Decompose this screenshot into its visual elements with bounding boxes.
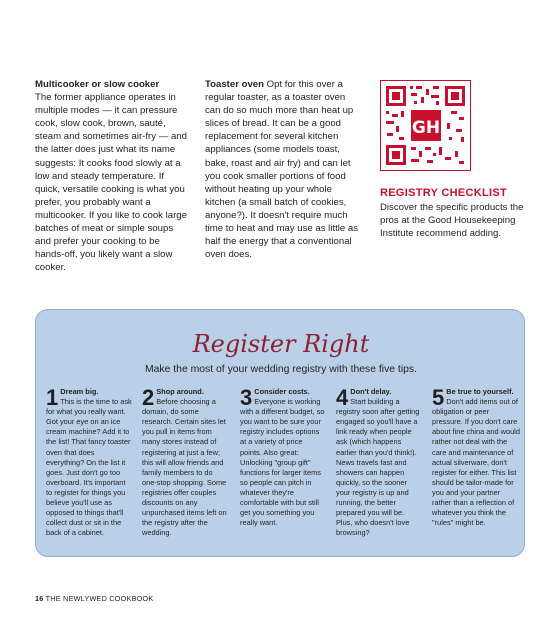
tip-2 [142,387,228,538]
tip-number: 2 [142,385,155,410]
page-footer [35,594,153,603]
tip-text: Start building a registry soon after getting engaged so you'll have a link ready when people ask (which happens earlier than you'd think!). News travels fast and showers can happen quickly, so the sooner your registry is up and running, the better prepared you will be. Plus, who doesn't love browsing? [336,397,420,538]
multicooker-heading: Multicooker or slow cooker [35,79,160,90]
toaster-text: Opt for this over a regular toaster, as a toaster oven can do so much more than heat up slices of bread. It can be a good replacement for several kitchen appliances (some models toast, bake, roast and air fry) and can let you cook smaller portions of food without heating up your whole kitchen (a small batch of cookies, anyone?). It doesn't require much time to heat and may use as little as half the energy that a conventional oven does. [205,79,359,261]
tip-number: 4 [336,385,349,410]
tip-text: Everyone is working with a different budget, so you want to be sure your registry includes options at a variety of price points. Also great: Unlocking "group gift" functions for larger items so people can pitch in whatever they're comfortable with but still get you something you really want. [240,397,325,528]
qr-code[interactable] [380,80,471,171]
registry-checklist-title: REGISTRY CHECKLIST [380,187,508,199]
qr-code-graphic [381,81,470,170]
registry-checklist-text: Discover the specific products the pros at the Good Housekeeping Institute recommend adding. [380,202,524,239]
tip-number: 3 [240,385,253,410]
tip-4 [336,387,422,538]
tip-text: Don't add items out of obligation or peer pressure. If you don't care about fine china and would rather not deal with the care and maintenance of actual silverware, don't register for either. This list should be tailor-made for you and your partner rather than a reflection of whatever you think the "rules" might be. [432,397,520,528]
tip-5 [432,387,520,528]
multicooker-text: The former appliance operates in multiple modes — it can pressure cook, slow cook, brown, sauté, steam and sometimes air-fry — and the latter does just what its name suggests: It cooks food slowly at a low and steady temperature. If quick, versatile cooking is what you prefer, you probably want a multicooker. If you like to cook large batches of meat or simple soups and prefer your cooking to be hands-off, you likely want a slow cooker. [35,92,187,274]
tip-1 [46,387,132,538]
tip-heading: Don't delay. [350,387,392,396]
tip-text: Before choosing a domain, do some research. Certain sites let you pull in items from many stores instead of registering at just a few; this will allow friends and family members to do one-stop shopping. Some registries offer couples discounts on any unpurchased items left on the registry after the wedding. [142,397,227,538]
tip-text: This is the time to ask for what you really want. Got your eye on an ice cream machine? Add it to the list! That fancy toaster oven that does everything? On the list it goes. Just don't go too overboard. It's important to register for things you believe you'll use as opposed to things that'll collect dust or sit in the back of a cabinet. [46,397,132,538]
toaster-heading: Toaster oven [205,79,265,90]
tip-number: 1 [46,385,59,410]
tip-heading: Be true to yourself. [446,387,514,396]
book-title: THE NEWLYWED COOKBOOK [43,594,154,603]
multicooker-column [35,78,187,274]
tip-3 [240,387,326,528]
panel-subtitle: Make the most of your wedding registry with these five tips. [144,364,417,375]
tip-number: 5 [432,385,445,410]
page-number: 16 [35,594,44,603]
tip-heading: Shop around. [156,387,204,396]
panel-title: Register Right [192,330,370,358]
toaster-column [205,78,363,261]
register-right-panel [35,309,525,557]
qr-logo-text: GH [411,118,441,138]
tip-heading: Consider costs. [254,387,310,396]
tip-heading: Dream big. [60,387,99,396]
